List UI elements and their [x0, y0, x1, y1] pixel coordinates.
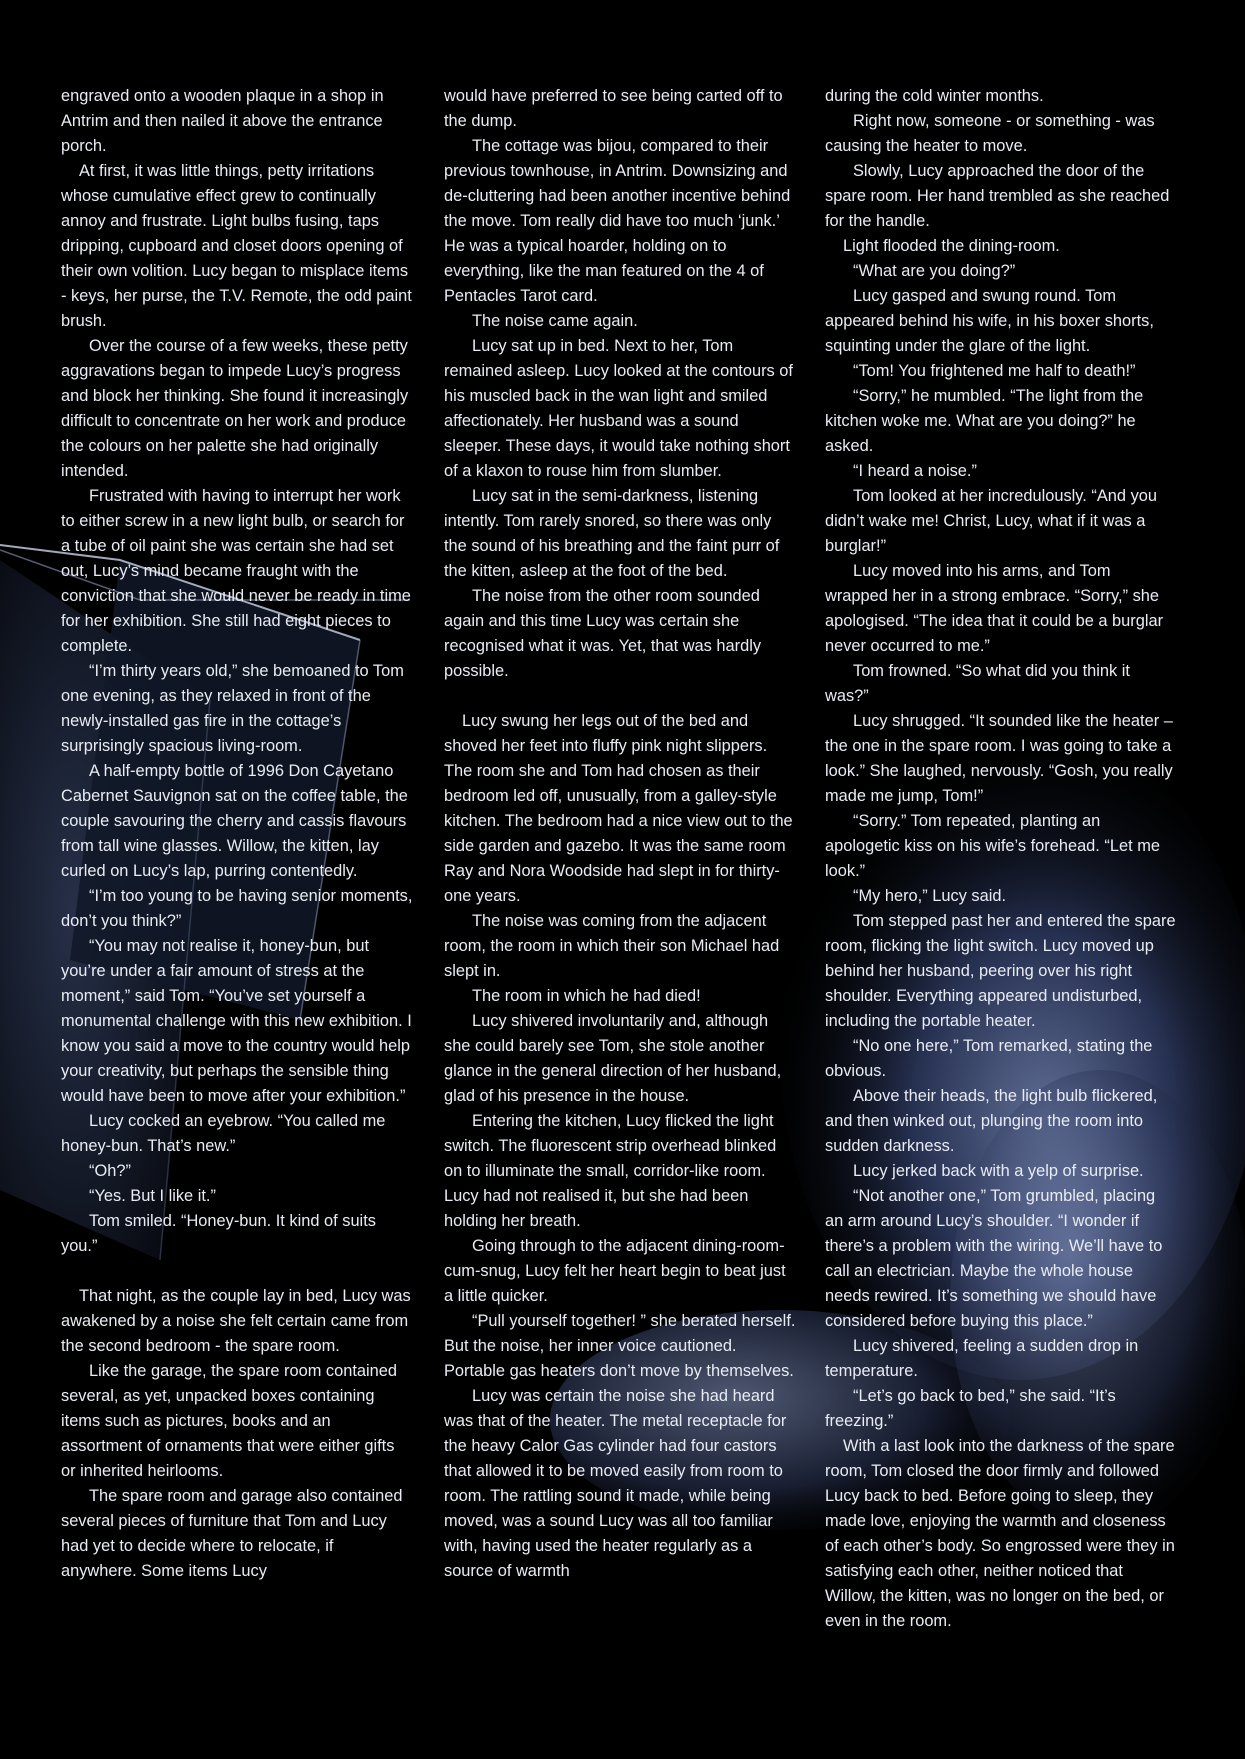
body-paragraph: Tom looked at her incredulously. “And you didn’t wake me! Christ, Lucy, what if it was a burglar!” [825, 487, 1157, 555]
body-paragraph: Lucy shivered, feeling a sudden drop in temperature. [825, 1337, 1139, 1380]
body-paragraph: “Not another one,” Tom grumbled, placing an arm around Lucy’s shoulder. “I wonder if there’s a problem with the wiring. We’ll have to call an electrician. Maybe the whole house needs rewired. It’s something we should have considered before buying this place.” [825, 1187, 1163, 1330]
body-paragraph: Slowly, Lucy approached the door of the spare room. Her hand trembled as she reached for the handle. [825, 162, 1170, 230]
body-paragraph: “Sorry.” Tom repeated, planting an apologetic kiss on his wife’s forehead. “Let me look.” [825, 812, 1160, 880]
body-paragraph: Lucy shivered involuntarily and, although she could barely see Tom, she stole another glance in the general direction of her husband, glad of his presence in the house. [444, 1012, 782, 1105]
body-paragraph: The noise was coming from the adjacent room, the room in which their son Michael had slept in. [444, 912, 780, 980]
body-paragraph: Lucy was certain the noise she had heard was that of the heater. The metal receptacle for the heavy Calor Gas cylinder had four castors that allowed it to be moved easily from room to room. The rattling sound it made, while being moved, was a sound Lucy was all too familiar with, having used the heater regularly as a source of warmth [444, 1387, 787, 1580]
body-paragraph: Tom frowned. “So what did you think it was?” [825, 662, 1130, 705]
body-paragraph: Lucy swung her legs out of the bed and shoved her feet into fluffy pink night slippers. The room she and Tom had chosen as their bedroom led off, unusually, from a galley-style kitchen. The bedroom had a nice view out to the side garden and gazebo. It was the same room Ray and Nora Woodside had slept in for thirty-one years. [444, 712, 793, 905]
body-paragraph: Light flooded the dining-room. [843, 237, 1060, 255]
body-paragraph: Entering the kitchen, Lucy flicked the light switch. The fluorescent strip overhead blinked on to illuminate the small, corridor-like room. Lucy had not realised it, but she had been holding her breath. [444, 1112, 777, 1230]
body-paragraph: “I’m thirty years old,” she bemoaned to Tom one evening, as they relaxed in front of the newly-installed gas fire in the cottage’s surprisingly spacious living-room. [61, 662, 404, 755]
body-paragraph: At first, it was little things, petty irritations whose cumulative effect grew to continually annoy and frustrate. Light bulbs fusing, taps dripping, cupboard and closet doors opening of their own volition. Lucy began to misplace items - keys, her purse, the T.V. Remote, the odd paint brush. [61, 162, 412, 330]
body-paragraph: Right now, someone - or something - was causing the heater to move. [825, 112, 1155, 155]
body-paragraph: “I’m too young to be having senior moments, don’t you think?” [61, 887, 413, 930]
body-paragraph: The noise from the other room sounded again and this time Lucy was certain she recognised what it was. Yet, that was hardly possible. [444, 587, 762, 680]
body-paragraph: Going through to the adjacent dining-room-cum-snug, Lucy felt her heart begin to beat just a little quicker. [444, 1237, 786, 1305]
section-break [444, 684, 796, 709]
body-paragraph: Lucy sat up in bed. Next to her, Tom remained asleep. Lucy looked at the contours of his muscled back in the wan light and smiled affectionately. Her husband was a sound sleeper. These days, it would take nothing short of a klaxon to rouse him from slumber. [444, 337, 793, 480]
body-paragraph: The room in which he had died! [472, 987, 701, 1005]
body-paragraph: Over the course of a few weeks, these petty aggravations began to impede Lucy’s progress and block her thinking. She found it increasingly difficult to concentrate on her work and produce the colours on her palette she had originally intended. [61, 337, 409, 480]
text-column-1 [61, 84, 413, 1584]
body-paragraph: engraved onto a wooden plaque in a shop in Antrim and then nailed it above the entrance porch. [61, 87, 384, 155]
body-paragraph: The noise came again. [472, 312, 638, 330]
body-paragraph: Frustrated with having to interrupt her work to either screw in a new light bulb, or search for a tube of oil paint she was certain she had set out, Lucy’s mind became fraught with the conviction that she would never be ready in time for her exhibition. She still had eight pieces to complete. [61, 487, 411, 655]
body-paragraph: “Yes. But I like it.” [89, 1187, 216, 1205]
body-paragraph: “Let’s go back to bed,” she said. “It’s freezing.” [825, 1387, 1116, 1430]
body-paragraph: A half-empty bottle of 1996 Don Cayetano Cabernet Sauvignon sat on the coffee table, the couple savouring the cherry and cassis flavours from tall wine glasses. Willow, the kitten, lay curled on Lucy’s lap, purring contentedly. [61, 762, 408, 880]
body-paragraph: Lucy sat in the semi-darkness, listening intently. Tom rarely snored, so there was only the sound of his breathing and the faint purr of the kitten, asleep at the foot of the bed. [444, 487, 780, 580]
body-paragraph: “I heard a noise.” [853, 462, 977, 480]
text-column-3 [825, 84, 1177, 1634]
body-paragraph: “What are you doing?” [853, 262, 1016, 280]
body-paragraph: Lucy moved into his arms, and Tom wrapped her in a strong embrace. “Sorry,” she apologised. “The idea that it could be a burglar never occurred to me.” [825, 562, 1164, 655]
body-paragraph: “Pull yourself together! ” she berated herself. But the noise, her inner voice cautioned. Portable gas heaters don’t move by themselves. [444, 1312, 796, 1380]
section-break [61, 1259, 413, 1284]
body-paragraph: “Tom! You frightened me half to death!” [853, 362, 1136, 380]
body-paragraph: Tom smiled. “Honey-bun. It kind of suits you.” [61, 1212, 376, 1255]
body-paragraph: “My hero,” Lucy said. [853, 887, 1007, 905]
body-paragraph: Lucy shrugged. “It sounded like the heater – the one in the spare room. I was going to take a look.” She laughed, nervously. “Gosh, you really made me jump, Tom!” [825, 712, 1173, 805]
body-paragraph: The spare room and garage also contained several pieces of furniture that Tom and Lucy had yet to decide where to relocate, if anywhere. Some items Lucy [61, 1487, 403, 1580]
body-paragraph: “No one here,” Tom remarked, stating the obvious. [825, 1037, 1153, 1080]
body-paragraph: Lucy jerked back with a yelp of surprise. [853, 1162, 1144, 1180]
body-paragraph: Above their heads, the light bulb flickered, and then winked out, plunging the room into sudden darkness. [825, 1087, 1158, 1155]
body-paragraph: “Oh?” [89, 1162, 131, 1180]
text-column-2 [444, 84, 796, 1584]
body-paragraph: “Sorry,” he mumbled. “The light from the kitchen woke me. What are you doing?” he asked. [825, 387, 1144, 455]
body-paragraph: With a last look into the darkness of the spare room, Tom closed the door firmly and followed Lucy back to bed. Before going to sleep, they made love, enjoying the warmth and closeness of each other’s body. So engrossed were they in satisfying each other, neither noticed that Willow, the kitten, was no longer on the bed, or even in the room. [825, 1437, 1175, 1630]
body-paragraph: Lucy gasped and swung round. Tom appeared behind his wife, in his boxer shorts, squinting under the glare of the light. [825, 287, 1154, 355]
body-paragraph: “You may not realise it, honey-bun, but you’re under a fair amount of stress at the moment,” said Tom. “You’ve set yourself a monumental challenge with this new exhibition. I know you said a move to the country would help your creativity, but perhaps the sensible thing would have been to move after your exhibition.” [61, 937, 412, 1105]
body-paragraph: during the cold winter months. [825, 87, 1044, 105]
body-paragraph: The cottage was bijou, compared to their previous townhouse, in Antrim. Downsizing and de-cluttering had been another incentive behind the move. Tom really did have too much ‘junk.’ He was a typical hoarder, holding on to everything, like the man featured on the 4 of Pentacles Tarot card. [444, 137, 791, 305]
body-paragraph: Tom stepped past her and entered the spare room, flicking the light switch. Lucy moved up behind her husband, peering over his right shoulder. Everything appeared undisturbed, including the portable heater. [825, 912, 1176, 1030]
body-paragraph: Like the garage, the spare room contained several, as yet, unpacked boxes containing items such as pictures, books and an assortment of ornaments that were either gifts or inherited heirlooms. [61, 1362, 397, 1480]
body-paragraph: would have preferred to see being carted off to the dump. [444, 87, 783, 130]
body-paragraph: Lucy cocked an eyebrow. “You called me honey-bun. That’s new.” [61, 1112, 386, 1155]
body-paragraph: That night, as the couple lay in bed, Lucy was awakened by a noise she felt certain came from the second bedroom - the spare room. [61, 1287, 411, 1355]
